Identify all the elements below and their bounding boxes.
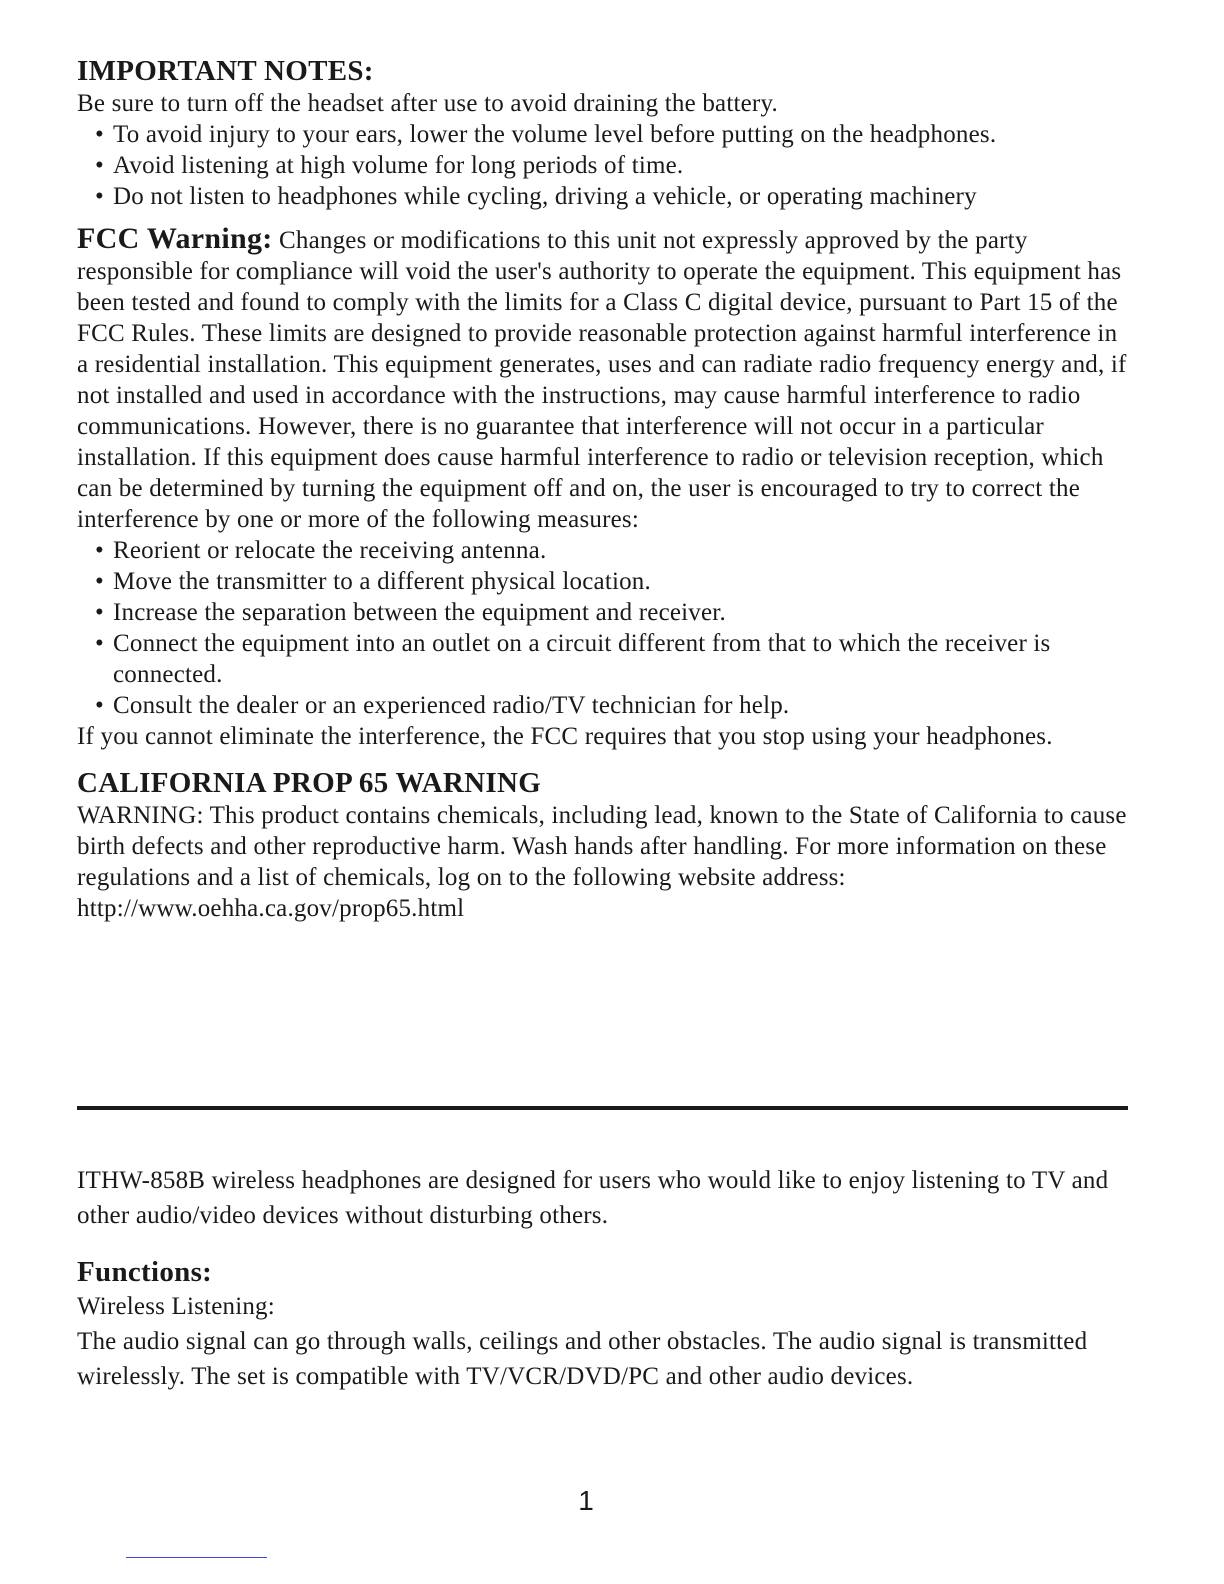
fcc-closing-text: If you cannot eliminate the interference, the FCC requires that you stop using your headphones. [77,723,1053,750]
section-divider [77,1106,1128,1110]
page-content [77,54,1133,924]
list-item: • Connect the equipment into an outlet on a circuit different from that to which the receiver is connected. [77,628,1133,690]
list-item: • Increase the separation between the equipment and receiver. [77,597,1133,628]
fcc-warning-section [77,223,1133,752]
list-item: • Avoid listening at high volume for long periods of time. [77,150,1133,181]
fcc-measures-list [77,535,1133,721]
product-intro-text: ITHW-858B wireless headphones are designed for users who would like to enjoy listening to TV and other audio/video devices without disturbing others. [77,1167,1109,1229]
prop65-heading: CALIFORNIA PROP 65 WARNING [77,767,542,799]
important-notes-list [77,119,1133,212]
list-item: • Consult the dealer or an experienced radio/TV technician for help. [77,690,1133,721]
functions-subheading: Wireless Listening: [77,1293,275,1320]
list-item: • To avoid injury to your ears, lower the volume level before putting on the headphones. [77,119,1133,150]
list-item: • Do not listen to headphones while cycling, driving a vehicle, or operating machinery [77,181,1133,212]
important-notes-intro: Be sure to turn off the headset after use to avoid draining the battery. [77,90,778,117]
functions-heading: Functions: [77,1256,213,1288]
important-notes-heading: IMPORTANT NOTES: [77,55,374,87]
functions-text: The audio signal can go through walls, ceilings and other obstacles. The audio signal is transmitted wirelessly. The set is compatible with TV/VCR/DVD/PC and other audio devices. [77,1328,1088,1390]
fcc-warning-text: Changes or modifications to this unit not expressly approved by the party responsible for compliance will void the user's authority to operate the equipment. This equipment has been tested and found to comply with the limits for a Class C digital device, pursuant to Part 15 of the FCC Rules. These limits are designed to provide reasonable protection against harmful interference in a residential installation. This equipment generates, uses and can radiate radio frequency energy and, if not installed and used in accordance with the instructions, may cause harmful interference to radio communications. However, there is no guarantee that interference will not occur in a particular installation. If this equipment does cause harmful interference to radio or television reception, which can be determined by turning the equipment off and on, the user is encouraged to try to correct the interference by one or more of the following measures: [77,227,1127,533]
page-number: 1 [578,1485,594,1516]
prop65-text: WARNING: This product contains chemicals, including lead, known to the State of California to cause birth defects and other reproductive harm. Wash hands after handling. For more information on these regulations and a list of chemicals, log on to the following website address: http://www.oehha.ca.gov/prop65.html [77,802,1127,922]
list-item: • Reorient or relocate the receiving antenna. [77,535,1133,566]
fcc-warning-paragraph [77,223,1133,535]
product-description [77,1163,1133,1394]
important-notes-section [77,54,1133,212]
list-item: • Move the transmitter to a different physical location. [77,566,1133,597]
scan-artifact-line [126,1557,267,1558]
prop65-section [77,766,1133,924]
fcc-warning-label: FCC Warning: [77,222,273,255]
